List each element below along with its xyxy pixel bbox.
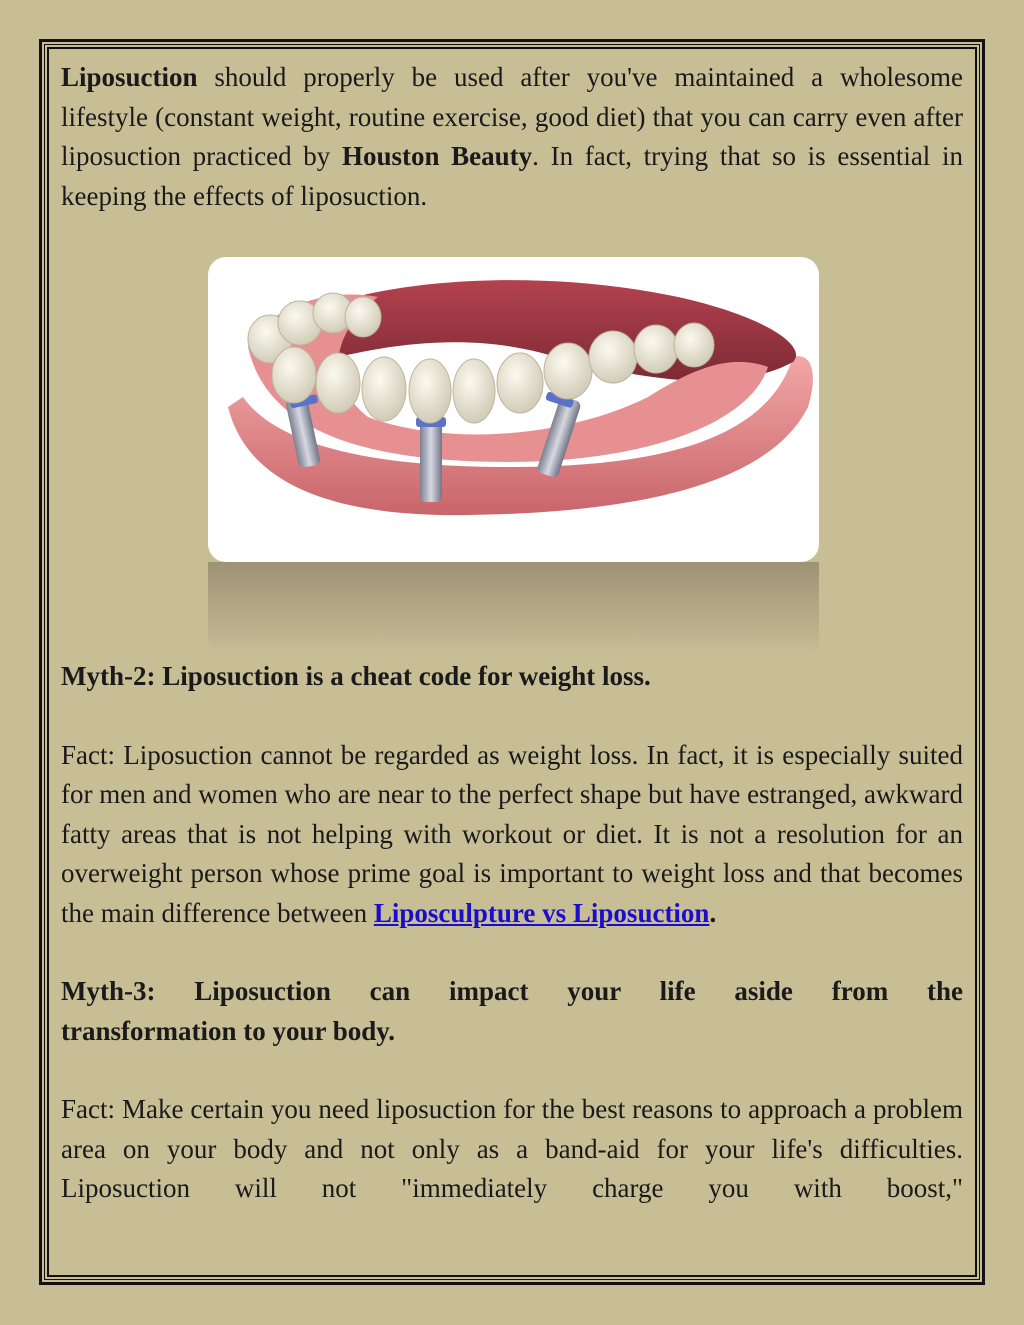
- dental-implant-denture-illustration-icon: [208, 257, 819, 562]
- liposculpture-vs-liposuction-link[interactable]: Liposculpture vs Liposuction: [373, 897, 710, 928]
- myth-3-heading-line-2: transformation to your body.: [61, 1015, 396, 1046]
- intro-text-1: should properly be used after you've maintained a wholesome lifestyle (constant weight, routine exercise, good diet) that you can carry even after liposuction practiced by: [61, 62, 963, 171]
- myth-3-heading-line-1: Myth-3: Liposuction can impact your life aside from the: [61, 976, 963, 1006]
- myth-2-fact-text: Fact: Liposuction cannot be regarded as weight loss. In fact, it is especially suited for men and women who are near to the perfect shape but have estranged, awkward fatty areas that is not helping with workout or diet. It is not a resolution for an overweight person whose prime goal is important to weight loss and that becomes the main difference between: [61, 739, 963, 928]
- liposuction-lead: Liposuction: [61, 62, 198, 92]
- myth-2-fact-paragraph: [61, 736, 963, 934]
- document-body: [61, 58, 963, 216]
- intro-paragraph: [61, 58, 963, 216]
- myth-2-fact-end: .: [709, 897, 717, 928]
- myth-2-heading: Myth-2: Liposuction is a cheat code for weight loss.: [61, 661, 651, 691]
- image-reflection: [208, 562, 819, 658]
- myth-3-fact-paragraph: Fact: Make certain you need liposuction for the best reasons to approach a problem area on your body and not only as a band-aid for your life's difficulties. Liposuction will not "immediately charge you with boost,": [61, 1094, 963, 1203]
- intro-text-2: . In fact, trying that so is essential in keeping the effects of liposuction.: [61, 141, 963, 211]
- myths-section: [61, 657, 963, 1209]
- dental-implant-image: [208, 257, 819, 562]
- houston-beauty-brand: Houston Beauty: [341, 141, 533, 171]
